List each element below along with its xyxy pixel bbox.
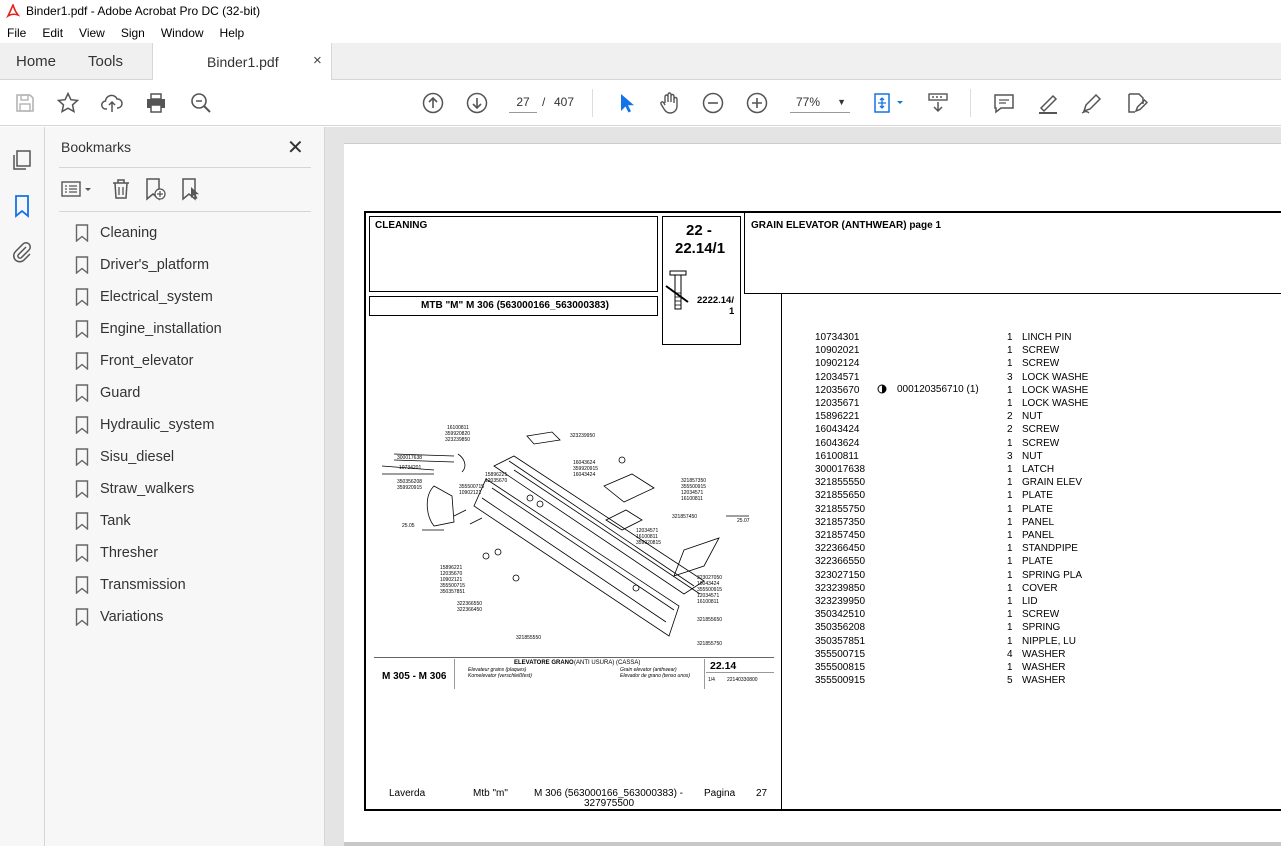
bookmark-item[interactable] [75,478,305,500]
parts-code-column [815,331,865,687]
caption-model: M 305 - M 306 [382,671,447,682]
print-icon[interactable] [144,91,168,115]
bookmark-icon [75,288,89,306]
drawing-label: 359920915 [397,485,423,491]
menu-view[interactable]: View [79,25,105,40]
parts-qty: 1 [1007,477,1013,489]
edit-pdf-icon[interactable] [1124,91,1148,115]
tab-tools[interactable]: Tools [88,53,124,70]
parts-qty: 1 [1007,530,1013,542]
parts-code: 12034571 [815,371,860,383]
parts-qty: 1 [1007,622,1013,634]
fit-page-icon[interactable] [872,91,906,115]
parts-code: 300017638 [815,464,866,476]
page-down-icon[interactable] [465,91,489,115]
bookmark-item[interactable] [75,382,305,404]
caption-en: Grain elevator (anthwear) [620,667,677,673]
parts-desc: WASHER [1022,662,1066,674]
drawing-label: 10902121 [459,490,482,496]
parts-code: 10734301 [815,332,860,343]
bookmark-icon [75,608,89,626]
footer-pagina: Pagina [704,788,736,799]
close-icon[interactable]: ✕ [287,137,304,159]
drawing-label: 323239850 [445,437,471,443]
new-bookmark-icon[interactable] [143,177,167,201]
parts-qty: 2 [1007,424,1013,436]
acrobat-logo-icon [6,4,20,18]
bookmark-item[interactable] [75,350,305,372]
divider [59,211,311,212]
pdf-page [344,143,1281,846]
parts-desc: LINCH PIN [1022,332,1072,343]
parts-desc: SPRING PLA [1022,569,1083,581]
page-heading: GRAIN ELEVATOR (ANTHWEAR) page 1 [751,220,942,231]
parts-code: 16100811 [815,450,859,462]
zoom-level-value: 77% [796,95,821,109]
caption-number: 22140330800 [727,677,758,683]
footer-model: M 306 (563000166_563000383) - [534,788,684,799]
parts-desc: SCREW [1022,609,1060,621]
parts-code: 10902124 [815,358,860,370]
bookmark-label: Hydraulic_system [100,417,215,433]
select-cursor-icon[interactable] [614,91,638,115]
parts-qty: 1 [1007,384,1013,396]
parts-desc: COVER [1022,582,1058,594]
parts-code: 12035670 [815,384,860,396]
drawing-label: 350356208 [397,479,423,485]
drawing-label: 15896221 [440,565,463,571]
menu-help[interactable]: Help [219,25,245,40]
drawing-label: 321857450 [672,514,698,520]
toolbar-divider [592,89,593,117]
bookmarks-panel [45,127,325,846]
bookmark-label: Cleaning [100,225,158,241]
caption-page: 1/4 [708,677,715,683]
caption-rule [706,672,774,673]
code-line-2: 22.14/1 [675,240,726,257]
menu-sign[interactable]: Sign [120,25,145,40]
bookmark-icon [75,352,89,370]
caption-rule [374,657,774,658]
parts-desc: LATCH [1022,464,1055,476]
parts-code: 10902021 [815,345,860,357]
bookmark-label: Straw_walkers [100,481,195,497]
parts-desc: STANDPIPE [1022,543,1078,555]
code-line-1: 22 - [686,222,712,239]
drawing-label: 321857350 [681,478,707,484]
parts-qty: 1 [1007,543,1013,555]
parts-code: 12035671 [815,398,860,410]
tab-home[interactable]: Home [16,53,57,70]
bookmark-label: Electrical_system [100,289,213,305]
toolbar [0,80,1281,126]
bookmark-label: Front_elevator [100,353,194,369]
parts-desc: GRAIN ELEV [1022,477,1083,489]
parts-qty: 1 [1007,582,1013,594]
parts-code: 355500815 [815,662,866,674]
parts-code: 321857350 [815,516,866,528]
caption-fr: Elevateur grains (plaques) [468,667,527,673]
menu-window[interactable]: Window [160,25,204,40]
parts-code: 355500915 [815,675,866,687]
bookmark-icon [75,384,89,402]
tab-bar [0,43,1281,80]
bookmark-icon [75,416,89,434]
parts-desc: PANEL [1022,530,1055,542]
parts-code: 323239850 [815,582,866,594]
page-up-icon[interactable] [421,91,445,115]
bookmark-label: Thresher [100,545,159,561]
drawing-label: 359920820 [445,431,471,437]
drawing-label: 16100811 [697,599,719,605]
find-bookmark-icon[interactable] [179,177,203,201]
parts-desc: SCREW [1022,437,1060,449]
drawing-label: 359920915 [573,466,599,472]
parts-qty: 3 [1007,450,1013,462]
parts-qty: 1 [1007,569,1013,581]
parts-desc-column [1022,331,1088,687]
parts-qty: 1 [1007,345,1013,357]
comment-icon[interactable] [992,91,1016,115]
attachment-icon[interactable] [10,240,34,264]
parts-code: 323239950 [815,596,866,608]
drawing-label: 12035670 [485,478,508,484]
parts-desc: NIPPLE, LU [1022,635,1076,647]
parts-code: 322366550 [815,556,866,568]
bookmark-panel-icon[interactable] [10,194,34,218]
drawing-label: 16043424 [697,581,720,587]
bookmark-label: Sisu_diesel [100,449,175,465]
model-title: MTB "M" M 306 (563000166_563000383) [421,300,609,311]
hand-tool-icon[interactable] [657,91,681,115]
divider [59,167,311,168]
parts-qty: 1 [1007,437,1013,449]
bookmark-item[interactable] [75,542,305,564]
footer-mtb: Mtb "m" [473,788,508,799]
bookmark-label: Guard [100,385,141,401]
bookmarks-title: Bookmarks [61,139,132,155]
bookmark-item[interactable] [75,286,305,308]
delete-trash-icon[interactable] [109,177,133,201]
zoom-out-icon[interactable] [701,91,725,115]
parts-code: 355500715 [815,648,866,660]
drawing-label: 12034571 [697,593,720,599]
bookmark-label: Tank [100,513,131,529]
bookmark-icon [75,576,89,594]
divider [781,294,782,811]
parts-code: 323027150 [815,569,866,581]
bookmark-icon [75,448,89,466]
parts-desc: SCREW [1022,424,1060,436]
footer-page: 27 [756,788,768,799]
parts-code: 321857450 [815,530,866,542]
scroll-mode-icon[interactable] [926,91,950,115]
parts-code: 350356208 [815,622,866,634]
parts-qty: 2 [1007,411,1013,423]
page-total: 407 [554,95,575,109]
parts-desc: SCREW [1022,358,1060,370]
caption-divider [454,659,455,689]
bookmark-item[interactable] [75,254,305,276]
drawing-label: 322366450 [457,607,483,613]
caption-divider [704,659,705,689]
parts-qty: 3 [1007,371,1013,383]
bookmark-icon [75,480,89,498]
options-menu-icon[interactable] [59,177,95,201]
zoom-level-select[interactable] [790,91,850,113]
parts-desc: LOCK WASHE [1022,398,1089,410]
footer-brand: Laverda [389,788,426,799]
footer-model-2: 327975500 [584,798,635,809]
menu-edit[interactable]: Edit [42,25,64,40]
parts-qty: 5 [1007,675,1013,687]
section-title: CLEANING [375,220,428,231]
drawing-label: 16043624 [573,460,596,466]
drawing-label: 355500915 [681,484,707,490]
draw-sign-icon[interactable] [1080,91,1104,115]
drawing-label: 16100811 [681,496,703,502]
ref-code-2: 1 [729,306,735,317]
drawing-label: 15896221 [485,472,508,478]
menu-file[interactable]: File [7,25,27,40]
page-number-input[interactable]: 27 [509,91,537,113]
parts-qty-column [1007,331,1013,687]
caption-title-it: ELEVATORE GRANO [514,660,574,666]
parts-desc: SPRING [1022,622,1061,634]
ref-code: 2222.14/ [697,295,734,306]
search-zoom-icon[interactable] [189,91,213,115]
tab-document-label: Binder1.pdf [207,54,279,70]
caption-title-it-2: (ANTI USURA) (CASSA) [574,660,641,666]
substitute-marker-icon [876,384,888,394]
bookmark-item[interactable] [75,414,305,436]
parts-qty: 1 [1007,596,1013,608]
parts-qty: 1 [1007,490,1013,502]
drawing-label: 350357851 [440,589,466,595]
parts-desc: PLATE [1022,556,1053,568]
drawing-label: 12034571 [681,490,704,496]
parts-code: 322366450 [815,543,866,555]
parts-desc: SCREW [1022,345,1060,357]
drawing-label: 10734201 [399,465,422,471]
drawing-label: 16043424 [573,472,596,478]
parts-code: 321855650 [815,490,866,502]
drawing-label: 16100811 [636,534,658,540]
drawing-label: 12035670 [440,571,463,577]
bookmark-icon [75,544,89,562]
zoom-in-icon[interactable] [745,91,769,115]
parts-qty: 1 [1007,503,1013,515]
parts-desc: LOCK WASHE [1022,371,1089,383]
parts-code: 16043424 [815,424,860,436]
parts-qty: 1 [1007,609,1013,621]
drawing-label: 16100811 [447,425,469,431]
drawing-label: 12034571 [636,528,659,534]
parts-desc: LID [1022,596,1038,608]
bookmark-item[interactable] [75,606,305,628]
title-bar [0,0,1281,22]
parts-qty: 1 [1007,398,1013,410]
page-separator: / [542,95,546,109]
drawing-label: 321855550 [516,635,542,641]
parts-qty: 1 [1007,332,1013,343]
drawing-label: 321855650 [697,617,723,623]
parts-qty: 4 [1007,648,1013,660]
drawing-label: 25.05 [402,523,415,529]
parts-desc: PANEL [1022,516,1055,528]
toolbar-divider [970,89,971,117]
caption-code: 22.14 [710,660,737,672]
upload-cloud-icon[interactable] [100,91,124,115]
parts-qty: 1 [1007,464,1013,476]
drawing-label: 322366550 [457,601,483,607]
parts-desc: PLATE [1022,503,1053,515]
drawing-label: 10902121 [440,577,463,583]
page-thumbnails-icon[interactable] [10,148,34,172]
parts-desc: PLATE [1022,490,1053,502]
window-title: Binder1.pdf - Adobe Acrobat Pro DC (32-bit) [26,4,261,18]
parts-code: 321855750 [815,503,866,515]
parts-desc: NUT [1022,411,1043,423]
parts-code: 15896221 [815,411,860,423]
star-icon[interactable] [56,91,80,115]
document-viewer [325,127,1281,846]
parts-qty: 1 [1007,358,1013,370]
parts-desc: NUT [1022,450,1043,462]
highlight-pen-icon[interactable] [1036,91,1060,115]
parts-code: 16043624 [815,437,860,449]
drawing-label: 355500715 [440,583,466,589]
menu-bar [0,22,1281,43]
parts-code: 350342510 [815,609,866,621]
tab-close-icon[interactable]: × [313,52,322,69]
bookmark-icon [75,224,89,242]
substitute-code: 000120356710 (1) [897,384,979,395]
bookmark-label: Engine_installation [100,321,222,337]
bookmark-item[interactable] [75,510,305,532]
tab-document[interactable] [152,43,332,80]
save-icon[interactable] [13,91,37,115]
drawing-label: 25.07 [737,518,750,524]
bookmark-icon [75,256,89,274]
parts-code: 350357851 [815,635,866,647]
parts-qty: 1 [1007,516,1013,528]
drawing-label: 323239950 [570,433,596,439]
bookmark-icon [75,512,89,530]
bookmark-item[interactable] [75,222,305,244]
bookmark-label: Variations [100,609,164,625]
parts-desc: LOCK WASHE [1022,384,1089,396]
bookmark-item[interactable] [75,446,305,468]
caption-es: Elevador de grano (tenso unos) [620,673,691,679]
parts-qty: 1 [1007,662,1013,674]
chevron-down-icon: ▼ [837,97,846,107]
caption-de: Kornelevator (verschleißfest) [468,673,532,679]
drawing-label: 355500915 [697,587,723,593]
bookmark-item[interactable] [75,574,305,596]
bookmark-label: Transmission [100,577,186,593]
drawing-label: 323027050 [697,575,723,581]
parts-code: 321855550 [815,477,866,489]
horizontal-scrollbar[interactable] [344,842,1281,846]
bookmark-icon [75,320,89,338]
bookmark-item[interactable] [75,318,305,340]
parts-desc: WASHER [1022,675,1066,687]
bookmark-label: Driver's_platform [100,257,210,273]
drawing-label: 359920815 [636,540,662,546]
parts-desc: WASHER [1022,648,1066,660]
parts-qty: 1 [1007,556,1013,568]
left-rail [0,127,45,846]
parts-qty: 1 [1007,635,1013,647]
drawing-label: 300017638 [397,455,423,461]
part-reference-icon [664,268,694,314]
drawing-label: 355500715 [459,484,485,490]
drawing-label: 321855750 [697,641,723,647]
